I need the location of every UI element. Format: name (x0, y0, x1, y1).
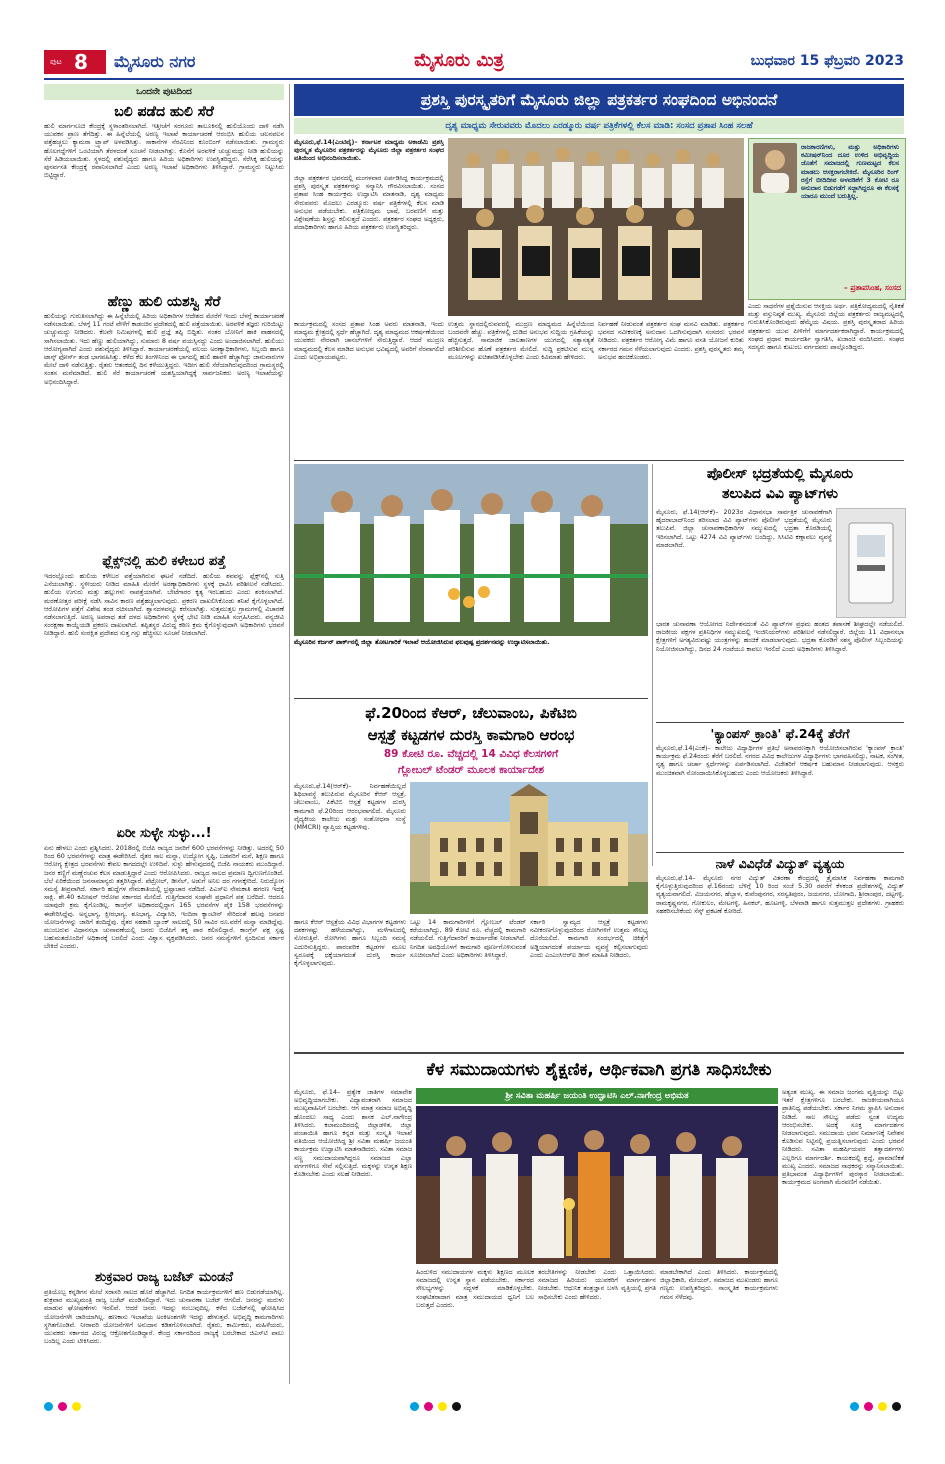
bottom-body-1: ಮೈಸೂರು, ಫೆ.14– ಪ್ರತ್ಯೇಕ ಜಾತಿಗಳ ಸಮಾವೇಶ ಅಭಿವೃದ್ಧಿಯಾಗಬೇಕು. ವಿದ್ಯಾವಂತರಾಗಿ ಸಮಾಜದ ಮುಖ್ಯವಾಹಿನಿಗೆ ಬರಬೇಕು. ಆಗ ಮಾತ್ರ ಸಮಾಜ ಅಭಿವೃದ್ಧಿ ಹೊಂದಲು ಸಾಧ್ಯ ಎಂದು ಶಾಸಕ ಎಲ್.ನಾಗೇಂದ್ರ ತಿಳಿಸಿದರು. ಕಲಾಮಂದಿರದಲ್ಲಿ ಜಿಲ್ಲಾಡಳಿತ, ಜಿಲ್ಲಾ ಪಂಚಾಯಿತಿ ಹಾಗೂ ಕನ್ನಡ ಮತ್ತು ಸಂಸ್ಕೃತಿ ಇಲಾಖೆ ವತಿಯಿಂದ ಆಯೋಜಿಸಿದ್ದ ಶ್ರೀ ಸವಿತಾ ಮಹರ್ಷಿ ಜಯಂತಿ ಕಾರ್ಯಕ್ರಮ ಉದ್ಘಾಟಿಸಿ ಮಾತನಾಡಿದರು. ಸವಿತಾ ಸಮಾಜ ಸಣ್ಣ ಸಮುದಾಯವಾಗಿದ್ದರೂ ಸಮಾಜದ ಎಲ್ಲಾ ವರ್ಗಗಳಿಗೂ ಸೇವೆ ಸಲ್ಲಿಸುತ್ತಿದೆ. ಮಕ್ಕಳನ್ನು ಉನ್ನತ ಶಿಕ್ಷಣ ಕೊಡಿಸಬೇಕು ಎಂದು ಸಲಹೆ ನೀಡಿದರು. (294, 1088, 412, 1179)
inauguration-illustration (294, 464, 648, 636)
quote-text: ರಾಜಕಾರಣಿಗಳು, ಮತ್ತು ಅಧಿಕಾರಿಗಳು ಕಮೀಷನ್‌ನಿಂದ ದೂರ ಉಳಿದ ಅಭಿವೃದ್ಧಿಯ ಜೊತೆಗೆ ಸಮಾಜದಲ್ಲಿ ಗುಣಮಟ್ಟದ ಕೆಲಸ ಮಾಡಲು ಆಸಕ್ತರಾಗಬೇಕಿದೆ. ಮೈಸೂರಿನ ರಿಂಗ್ ರಸ್ತೆಗೆ ಬೀದಿದೀಪ ಅಳವಡಿಕೆಗೆ 3 ಕೋಟಿ ರೂ ಅನುದಾನ ಬಿಡುಗಡೆಗೆ ಸಜ್ಜಾಗಿದ್ದರೂ ಈ ಕೆಲಸಕ್ಕೆ ಯಾರೂ ಮುಂದೆ ಬರುತ್ತಿಲ್ಲ. (801, 143, 899, 201)
police-headline-1: ಪೊಲೀಸ್ ಭದ್ರತೆಯಲ್ಲಿ ಮೈಸೂರು (706, 466, 854, 482)
top-story-subhead: ದೃಶ್ಯ ಮಾಧ್ಯಮ ಸೇರುವವರು ಮೊದಲು ಎರಡ್ಮೂರು ವರ್ಷ ಪತ್ರಿಕೆಗಳಲ್ಲಿ ಕೆಲಸ ಮಾಡಿ: ಸಂಸದ ಪ್ರತಾಪ ಸಿಂಹ ಸಲಹೆ (445, 121, 753, 131)
left-body-1: ಹುಲಿ ಮಾರ್ಗಸೂಚಿ ಕೇಂದ್ರಕ್ಕೆ ಸ್ಥಳಾಂತರಿಸಲಾಗಿದೆ. ಇತ್ತೀಚೆಗೆ ಸರಗೂರು ತಾಲೂಕಿನಲ್ಲಿ ಹುಲಿಯೊಂದು ದಾಳಿ ನಡೆಸಿ ಯುವಕನ ಪ್ರಾಣ ತೆಗೆದಿತ್ತು. ಈ ಹಿನ್ನೆಲೆಯಲ್ಲಿ ಅರಣ್ಯ ಇಲಾಖೆ ಕಾರ್ಯಾಚರಣೆ ಆರಂಭಿಸಿ ಹುಲಿಯ ಚಲನವಲನ ಪತ್ತೆಹಚ್ಚಲು ಕ್ಯಾಮರಾ ಟ್ರ್ಯಾಪ್ ಅಳವಡಿಸಿತ್ತು. ಸಾಕಾನೆಗಳ ನೆರವಿನಿಂದ ಕೂಂಬಿಂಗ್ ನಡೆಸಲಾಯಿತು. ಗ್ರಾಮಸ್ಥರು ಹೊಲಗದ್ದೆಗಳಿಗೆ ಒಂಟಿಯಾಗಿ ತೆರಳದಂತೆ ಸೂಚನೆ ನೀಡಲಾಗಿತ್ತು. ಕೊನೆಗೆ ಅರವಳಿಕೆ ಚುಚ್ಚುಮದ್ದು ನೀಡಿ ಹುಲಿಯನ್ನು ಸೆರೆ ಹಿಡಿಯಲಾಯಿತು. ಸ್ಥಳದಲ್ಲಿ ಪಶುವೈದ್ಯರು ಹಾಗೂ ಹಿರಿಯ ಅಧಿಕಾರಿಗಳು ಉಪಸ್ಥಿತರಿದ್ದರು. ಸೆರೆಸಿಕ್ಕ ಹುಲಿಯನ್ನು ಪುನರ್ವಸತಿ ಕೇಂದ್ರಕ್ಕೆ ರವಾನಿಸಲಾಗಿದೆ ಎಂದು ಅರಣ್ಯ ಇಲಾಖೆ ಅಧಿಕಾರಿಗಳು ತಿಳಿಸಿದ್ದಾರೆ. ಗ್ರಾಮಸ್ಥರು ನಿಟ್ಟುಸಿರು ಬಿಟ್ಟಿದ್ದಾರೆ. (44, 122, 284, 180)
vvpat-photo (836, 508, 906, 618)
page-number: 8 (74, 50, 88, 74)
top-story-body-1: ಜಿಲ್ಲಾ ಪತ್ರಕರ್ತರ ಭವನದಲ್ಲಿ ಮಂಗಳವಾರ ಏರ್ಪಡಿಸಿದ್ದ ಕಾರ್ಯಕ್ರಮದಲ್ಲಿ ಪ್ರಶಸ್ತಿ ಪುರಸ್ಕೃತ ಪತ್ರಕರ್ತರನ್ನು ಸನ್ಮಾನಿಸಿ ಗೌರವಿಸಲಾಯಿತು. ಸಂಸದ ಪ್ರತಾಪ ಸಿಂಹ ಕಾರ್ಯಕ್ರಮ ಉದ್ಘಾಟಿಸಿ ಮಾತನಾಡಿ, ದೃಶ್ಯ ಮಾಧ್ಯಮ ಸೇರುವವರು ಮೊದಲು ಎರಡ್ಮೂರು ವರ್ಷ ಪತ್ರಿಕೆಗಳಲ್ಲಿ ಕೆಲಸ ಮಾಡಿ ಅನುಭವ ಪಡೆಯಬೇಕು. ಪತ್ರಿಕೋದ್ಯಮ ಭಾಷೆ, ಬರವಣಿಗೆ ಮತ್ತು ವಿಶ್ಲೇಷಣೆಯ ಶಿಸ್ತನ್ನು ಕಲಿಸುತ್ತದೆ ಎಂದರು. ಪತ್ರಕರ್ತರ ಸಂಘದ ಅಧ್ಯಕ್ಷರು, ಪದಾಧಿಕಾರಿಗಳು ಹಾಗೂ ಹಿರಿಯ ಪತ್ರಕರ್ತರು ಉಪಸ್ಥಿತರಿದ್ದರು. (294, 174, 444, 232)
header-rule (44, 78, 904, 80)
power-top-rule (656, 852, 904, 853)
flower-show-photo (294, 464, 648, 636)
page-number-badge (44, 50, 106, 74)
power-body: ಮೈಸೂರು,ಫೆ.14– ಮೈಸೂರು ನಗರ ವಿದ್ಯುತ್ ವಿತರಣಾ ಕೇಂದ್ರದಲ್ಲಿ ತ್ರೈಮಾಸಿಕ ನಿರ್ವಹಣಾ ಕಾಮಗಾರಿ ಕೈಗೊಳ್ಳುತ್ತಿರುವುದರಿಂದ ಫೆ.16ರಂದು ಬೆಳಿಗ್ಗೆ 10 ರಿಂದ ಸಂಜೆ 5.30 ರವರೆಗೆ ಕೆಳಕಂಡ ಪ್ರದೇಶಗಳಲ್ಲಿ ವಿದ್ಯುತ್ ವ್ಯತ್ಯಯವಾಗಲಿದೆ. ವಿಜಯನಗರ, ಹೆಬ್ಬಾಳ, ಕುವೆಂಪುನಗರ, ಸರಸ್ವತಿಪುರಂ, ಜಯನಗರ, ಬೋಗಾದಿ, ಶ್ರೀರಾಂಪುರ, ದಟ್ಟಗಳ್ಳಿ, ರಾಮಕೃಷ್ಣನಗರ, ಗೋಕುಲಂ, ಮೇಟಗಳ್ಳಿ, ಹಿನಕಲ್, ಹೂಟಗಳ್ಳಿ, ಬೆಳವಾಡಿ ಹಾಗೂ ಸುತ್ತಮುತ್ತಲ ಪ್ರದೇಶಗಳು. ಗ್ರಾಹಕರು ಸಹಕರಿಸಬೇಕೆಂದು ಸೆಸ್ಕ್ ಪ್ರಕಟಣೆ ಕೋರಿದೆ. (656, 874, 904, 915)
top-story-bottom-rule (294, 460, 904, 461)
left-body-4: ಏನು ಹೇಳಲು ಎಂದು ಪ್ರಶ್ನಿಸಿದರು. 2018ರಲ್ಲಿ ಬಿಜೆಪಿ ರಾಜ್ಯದ ಜನರಿಗೆ 600 ಭರವಸೆಗಳನ್ನು ನೀಡಿತ್ತು. ಅದರಲ್ಲಿ 50 ರಿಂದ 60 ಭರವಸೆಗಳನ್ನು ಮಾತ್ರ ಈಡೇರಿಸಿದೆ. ರೈತರ ಸಾಲ ಮನ್ನಾ, ಉದ್ಯೋಗ ಸೃಷ್ಟಿ, ಬಡವರಿಗೆ ಮನೆ, ಶಿಕ್ಷಣ ಹಾಗೂ ಆರೋಗ್ಯ ಕ್ಷೇತ್ರದ ಭರವಸೆಗಳು ಕೇವಲ ಕಾಗದದಲ್ಲೇ ಉಳಿದಿವೆ. ಸುಳ್ಳು ಹೇಳುವುದರಲ್ಲಿ ಬಿಜೆಪಿ ನಾಯಕರು ಮುಂದಿದ್ದಾರೆ. ಜನರ ಕಣ್ಣಿಗೆ ಮಣ್ಣೆರಚುವ ಕೆಲಸ ಮಾಡುತ್ತಿದ್ದಾರೆ ಎಂದು ಆರೋಪಿಸಿದರು. ರಾಜ್ಯದ ಸಾಲದ ಪ್ರಮಾಣ ದ್ವಿಗುಣಗೊಂಡಿದೆ. ಬೆಲೆ ಏರಿಕೆಯಿಂದ ಜನಸಾಮಾನ್ಯರು ತತ್ತರಿಸಿದ್ದಾರೆ. ಪೆಟ್ರೋಲ್, ಡೀಸೆಲ್, ಅಡುಗೆ ಅನಿಲ ದರ ಗಗನಕ್ಕೇರಿದೆ. ನಿರುದ್ಯೋಗ ಸಮಸ್ಯೆ ತೀವ್ರವಾಗಿದೆ. ಸರ್ಕಾರಿ ಹುದ್ದೆಗಳ ನೇಮಕಾತಿಯಲ್ಲಿ ಭ್ರಷ್ಟಾಚಾರ ನಡೆದಿದೆ. ಪಿಎಸ್‌ಐ ನೇಮಕಾತಿ ಹಗರಣ ಇದಕ್ಕೆ ಸಾಕ್ಷಿ. ಶೇ.40 ಕಮೀಷನ್ ಆರೋಪ ಸರ್ಕಾರದ ಮೇಲಿದೆ. ಗುತ್ತಿಗೆದಾರರ ಸಂಘವೇ ಪ್ರಧಾನಿಗೆ ಪತ್ರ ಬರೆದಿದೆ. ಆದರೂ ಯಾವುದೇ ಕ್ರಮ ಕೈಗೊಂಡಿಲ್ಲ. ಕಾಂಗ್ರೆಸ್ ಅಧಿಕಾರದಲ್ಲಿದ್ದಾಗ 165 ಭರವಸೆಗಳ ಪೈಕಿ 158 ಭರವಸೆಗಳನ್ನು ಈಡೇರಿಸಿದ್ದೆವು. ಅನ್ನಭಾಗ್ಯ, ಕ್ಷೀರಭಾಗ್ಯ, ಶೂಭಾಗ್ಯ, ವಿದ್ಯಾಸಿರಿ, ಇಂದಿರಾ ಕ್ಯಾಂಟೀನ್ ಸೇರಿದಂತೆ ಹಲವು ಜನಪರ ಯೋಜನೆಗಳನ್ನು ಜಾರಿಗೆ ತಂದಿದ್ದೆವು. ರೈತರ ಸಹಕಾರಿ ಬ್ಯಾಂಕ್ ಸಾಲದಲ್ಲಿ 50 ಸಾವಿರ ರೂ.ವರೆಗೆ ಮನ್ನಾ ಮಾಡಿದ್ದೆವು. ಮುಂಬರುವ ವಿಧಾನಸಭಾ ಚುನಾವಣೆಯಲ್ಲಿ ಜನರು ಬಿಜೆಪಿಗೆ ತಕ್ಕ ಪಾಠ ಕಲಿಸಲಿದ್ದಾರೆ. ಕಾಂಗ್ರೆಸ್ ಪಕ್ಷ ಸ್ಪಷ್ಟ ಬಹುಮತದೊಂದಿಗೆ ಅಧಿಕಾರಕ್ಕೆ ಬರಲಿದೆ ಎಂದು ವಿಶ್ವಾಸ ವ್ಯಕ್ತಪಡಿಸಿದರು. ಜನರ ಸಮಸ್ಯೆಗಳಿಗೆ ಸ್ಪಂದಿಸುವ ಸರ್ಕಾರ ಬೇಕಿದೆ ಎಂದರು. (44, 844, 284, 951)
hospital-subhead-1: 89 ಕೋಟಿ ರೂ. ವೆಚ್ಚದಲ್ಲಿ 14 ವಿವಿಧ ಕೆಲಸಗಳಿಗೆ (383, 748, 559, 760)
registration-mark-cyan (410, 1402, 419, 1411)
vvpat-machine-icon (837, 509, 905, 617)
bottom-story-subhead-bar (416, 1088, 778, 1104)
top-story-headline: ಪ್ರಶಸ್ತಿ ಪುರಸ್ಕೃತರಿಗೆ ಮೈಸೂರು ಜಿಲ್ಲಾ ಪತ್ರಕರ್ತರ ಸಂಘದಿಂದ ಅಭಿನಂದನೆ (420, 91, 778, 109)
top-story-headline-bar (294, 84, 904, 116)
flower-show-caption: ಮೈಸೂರಿನ ಕರ್ಜನ್ ಪಾರ್ಕ್‌ನಲ್ಲಿ ಜಿಲ್ಲಾ ತೋಟಗಾರಿಕೆ ಇಲಾಖೆ ಆಯೋಜಿಸಿರುವ ಫಲಪುಷ್ಪ ಪ್ರದರ್ಶನವನ್ನು ಉದ್ಘಾಟಿಸಲಾಯಿತು. (294, 638, 550, 646)
left-headline-1: ಬಲಿ ಪಡೆದ ಹುಲಿ ಸೆರೆ (114, 104, 214, 120)
hospital-body-3: ಒಟ್ಟು 14 ಕಾಮಗಾರಿಗಳಿಗೆ ಗ್ಲೋಬಲ್ ಟೆಂಡರ್ ಕರೆಯಲಾಗಿದ್ದು, 89 ಕೋಟಿ ರೂ. ವೆಚ್ಚದಲ್ಲಿ ಕಾಮಗಾರಿ ನಡೆಯಲಿದೆ. ಗುತ್ತಿಗೆದಾರರಿಗೆ ಕಾರ್ಯಾದೇಶ ನೀಡಲಾಗಿದೆ. ನಿಗದಿತ ಅವಧಿಯೊಳಗೆ ಕಾಮಗಾರಿ ಪೂರ್ಣಗೊಳಿಸುವಂತೆ ಸೂಚಿಸಲಾಗಿದೆ ಎಂದು ಅಧಿಕಾರಿಗಳು ತಿಳಿಸಿದ್ದಾರೆ. (410, 918, 526, 959)
bottom-body-4: ಮಾಡಬೇಕಾಗಿದೆ ಎಂದು ತಿಳಿಸಿದರು. ಕಾರ್ಯಕ್ರಮದಲ್ಲಿ ಜಿಲ್ಲಾಧಿಕಾರಿ, ಮೇಯರ್, ಸಮಾಜದ ಮುಖಂಡರು ಹಾಗೂ ಗಣ್ಯರು ಉಪಸ್ಥಿತರಿದ್ದರು. ಸಾಂಸ್ಕೃತಿಕ ಕಾರ್ಯಕ್ರಮಗಳು ಗಮನ ಸೆಳೆದವು. (660, 1268, 778, 1301)
police-body-2: ಭಾರತ ಚುನಾವಣಾ ಆಯೋಗದ ನಿರ್ದೇಶನದಂತೆ ವಿವಿ ಪ್ಯಾಟ್‌ಗಳ ಪ್ರಥಮ ಹಂತದ ತಪಾಸಣೆ ಶೀಘ್ರದಲ್ಲೇ ನಡೆಯಲಿದೆ. ರಾಜಕೀಯ ಪಕ್ಷಗಳ ಪ್ರತಿನಿಧಿಗಳ ಸಮ್ಮುಖದಲ್ಲಿ ಇಂಜಿನಿಯರ್‌ಗಳು ಪರಿಶೀಲನೆ ನಡೆಸಲಿದ್ದಾರೆ. ಜಿಲ್ಲೆಯ 11 ವಿಧಾನಸಭಾ ಕ್ಷೇತ್ರಗಳಿಗೆ ಅಗತ್ಯವಿರುವಷ್ಟು ಯಂತ್ರಗಳನ್ನು ಹಂಚಿಕೆ ಮಾಡಲಾಗುವುದು. ಭದ್ರತಾ ಕೊಠಡಿಗೆ ಸಶಸ್ತ್ರ ಪೊಲೀಸ್ ಸಿಬ್ಬಂದಿಯನ್ನು ನಿಯೋಜಿಸಲಾಗಿದ್ದು, ದಿನದ 24 ಗಂಟೆಯೂ ಕಾವಲು ಇರಲಿದೆ ಎಂದು ಅಧಿಕಾರಿಗಳು ತಿಳಿಸಿದ್ದಾರೆ. (656, 620, 904, 653)
continued-banner: ಒಂದನೇ ಪುಟದಿಂದ (44, 84, 284, 100)
left-body-5: ಪ್ರತಿಯೊಬ್ಬ ಕನ್ನಡಿಗನ ಮೇಲೆ ಸರಾಸರಿ ಸಾಲದ ಹೊರೆ ಹೆಚ್ಚಾಗಿದೆ. ನಿಗದಿತ ಕಾರ್ಯಕ್ರಮಗಳಿಗೆ ಹಣ ಬಿಡುಗಡೆಯಾಗಿಲ್ಲ. ಶುಕ್ರವಾರ ಮುಖ್ಯಮಂತ್ರಿ ರಾಜ್ಯ ಬಜೆಟ್ ಮಂಡಿಸಲಿದ್ದಾರೆ. ಇದು ಚುನಾವಣಾ ಬಜೆಟ್ ಆಗಲಿದೆ. ಜನರನ್ನು ಮರುಳು ಮಾಡುವ ಘೋಷಣೆಗಳು ಇರಲಿವೆ. ಆದರೆ ಜನರು ಇದನ್ನು ನಂಬುವುದಿಲ್ಲ. ಕಳೆದ ಬಜೆಟ್‌ನಲ್ಲಿ ಘೋಷಿಸಿದ ಯೋಜನೆಗಳೇ ಜಾರಿಯಾಗಿಲ್ಲ. ಹಣಕಾಸು ಇಲಾಖೆಯ ಅಂಕಿಅಂಶಗಳೇ ಇದನ್ನು ಹೇಳುತ್ತವೆ. ಅಭಿವೃದ್ಧಿ ಕಾಮಗಾರಿಗಳು ಸ್ಥಗಿತಗೊಂಡಿವೆ. ನೀರಾವರಿ ಯೋಜನೆಗಳಿಗೆ ಅನುದಾನ ಕಡಿತಗೊಳಿಸಲಾಗಿದೆ. ರೈತರು, ಕಾರ್ಮಿಕರು, ಮಹಿಳೆಯರು, ಯುವಕರು ಸರ್ಕಾರದ ವಿರುದ್ಧ ಆಕ್ರೋಶಗೊಂಡಿದ್ದಾರೆ. ಕೇಂದ್ರ ಸರ್ಕಾರದಿಂದ ರಾಜ್ಯಕ್ಕೆ ಬರಬೇಕಾದ ಜಿಎಸ್‌ಟಿ ಪಾಲು ಬಂದಿಲ್ಲ ಎಂದು ಟೀಕಿಸಿದರು. (44, 1288, 284, 1346)
registration-mark-yellow-2 (878, 1402, 887, 1411)
bottom-body-3: ತರಬೇತಿಗಳನ್ನು ನೀಡಬೇಕು ಎಂದು ಒತ್ತಾಯಿಸಿದರು. ಸಮಾಜದ ಹಿರಿಯರು ಯುವಕರಿಗೆ ಮಾರ್ಗದರ್ಶನ ನೀಡಬೇಕು. ಆಧುನಿಕ ತಂತ್ರಜ್ಞಾನ ಬಳಸಿ ವೃತ್ತಿಯಲ್ಲಿ ಪ್ರಗತಿ ಸಾಧಿಸಬೇಕು ಎಂದು ಹೇಳಿದರು. (538, 1268, 656, 1301)
page-label: ಪುಟ (50, 57, 62, 66)
registration-mark-yellow-3 (72, 1402, 81, 1411)
top-story-body-4: ಕಾರ್ಯಕ್ರಮದಲ್ಲಿ ಸಂಸದ ಪ್ರತಾಪ ಸಿಂಹ ಅವರು ಮಾತನಾಡಿ, ಇಂದು ಮಾಧ್ಯಮ ಕ್ಷೇತ್ರದಲ್ಲಿ ಸ್ಪರ್ಧೆ ಹೆಚ್ಚಾಗಿದೆ. ದೃಶ್ಯ ಮಾಧ್ಯಮದ ಆಕರ್ಷಣೆಯಿಂದ ಯುವಕರು ನೇರವಾಗಿ ಚಾನಲ್‌ಗಳಿಗೆ ಸೇರುತ್ತಿದ್ದಾರೆ. ಆದರೆ ಮುದ್ರಣ ಮಾಧ್ಯಮದಲ್ಲಿ ಕೆಲಸ ಮಾಡಿದ ಅನುಭವ ಭವಿಷ್ಯದಲ್ಲಿ ಅವರಿಗೆ ನೆರವಾಗಲಿದೆ ಎಂದು ಅಭಿಪ್ರಾಯಪಟ್ಟರು. (294, 320, 444, 361)
top-story-body-right: ಎಂದು ಸಾಧನೆಗಳ ಪ್ರಶ್ನೆಯಿಸುವ ಆಸಕ್ತಿಯ ಅರ್ಥ. ಪತ್ರಿಕೋದ್ಯಮದಲ್ಲಿ ನೈತಿಕತೆ ಮತ್ತು ವಸ್ತುನಿಷ್ಠತೆ ಮುಖ್ಯ. ಮೈಸೂರು ಜಿಲ್ಲೆಯ ಪತ್ರಕರ್ತರು ರಾಜ್ಯಮಟ್ಟದಲ್ಲಿ ಗುರುತಿಸಿಕೊಂಡಿರುವುದು ಹೆಮ್ಮೆಯ ವಿಷಯ. ಪ್ರಶಸ್ತಿ ಪುರಸ್ಕೃತರಾದ ಹಿರಿಯ ಪತ್ರಕರ್ತರು ಯುವ ಪೀಳಿಗೆಗೆ ಮಾರ್ಗದರ್ಶಕರಾಗಿದ್ದಾರೆ. ಕಾರ್ಯಕ್ರಮದಲ್ಲಿ ಸಂಘದ ಪ್ರಧಾನ ಕಾರ್ಯದರ್ಶಿ ಸ್ವಾಗತಿಸಿ, ಖಜಾಂಚಿ ವಂದಿಸಿದರು. ಸಂಘದ ಸದಸ್ಯರು ಹಾಗೂ ಕುಟುಂಬ ವರ್ಗದವರು ಪಾಲ್ಗೊಂಡಿದ್ದರು. (748, 302, 904, 352)
registration-mark-black-2 (892, 1402, 901, 1411)
hospital-headline-1: ಫೆ.20ರಿಂದ ಕೆಆರ್, ಚೆಲುವಾಂಬ, ಪಿಕೆಟಿಬಿ (365, 704, 577, 722)
left-headline-4: ಏರೀ ಸುಳ್ಳೇ ಸುಳ್ಳು...! (116, 826, 212, 841)
campus-headline: 'ಕ್ಯಾಂಪಸ್ ಕ್ರಾಂತಿ' ಫೆ.24ಕ್ಕೆ ತೆರೆಗೆ (710, 726, 850, 741)
campus-top-rule (656, 722, 904, 723)
registration-mark-magenta-2 (864, 1402, 873, 1411)
top-story-dateline: ಮೈಸೂರು,ಫೆ.14(ಎಂಟಿವೈ)– ಕರ್ನಾಟಕ ಮಾಧ್ಯಮ ಅಕಾಡೆಮಿ ಪ್ರಶಸ್ತಿ ಪುರಸ್ಕೃತ ಮೈಸೂರಿನ ಪತ್ರಕರ್ತರನ್ನು ಮೈಸೂರು ಜಿಲ್ಲಾ ಪತ್ರಕರ್ತರ ಸಂಘದ ವತಿಯಿಂದ ಅಭಿನಂದಿಸಲಾಯಿತು. (294, 138, 444, 163)
registration-mark-magenta-3 (58, 1402, 67, 1411)
section-title: ಮೈಸೂರು ನಗರ (114, 52, 196, 71)
left-body-2: ಹುಲಿಯನ್ನು ಗುರುತಿಸಲಾಗಿದ್ದು ಈ ಹಿನ್ನೆಲೆಯಲ್ಲಿ ಹಿರಿಯ ಅಧಿಕಾರಿಗಳ ಆದೇಶದ ಮೇರೆಗೆ ಇಂದು ಬೆಳಗ್ಗೆ ಕಾರ್ಯಾಚರಣೆ ನಡೆಸಲಾಯಿತು. ಬೆಳಗ್ಗೆ 11 ಗಂಟೆ ವೇಳೆಗೆ ಕಾಡಂಚಿನ ಪ್ರದೇಶದಲ್ಲಿ ಹುಲಿ ಪತ್ತೆಯಾಯಿತು. ಅರವಳಿಕೆ ತಜ್ಞರು ಗುರಿಯಿಟ್ಟು ಚುಚ್ಚುಮದ್ದು ನೀಡಿದರು. ಕೆಲವೇ ನಿಮಿಷಗಳಲ್ಲಿ ಹುಲಿ ಪ್ರಜ್ಞೆ ತಪ್ಪಿ ಬಿದ್ದಿತು. ನಂತರ ಬೋನಿಗೆ ಹಾಕಿ ವಾಹನದಲ್ಲಿ ಸಾಗಿಸಲಾಯಿತು. ಇದು ಹೆಣ್ಣು ಹುಲಿಯಾಗಿದ್ದು, ಸುಮಾರು 8 ವರ್ಷ ವಯಸ್ಸಿನದ್ದು ಎಂದು ಅಂದಾಜಿಸಲಾಗಿದೆ. ಹುಲಿಯು ಆರೋಗ್ಯವಾಗಿದೆ ಎಂದು ಪಶುವೈದ್ಯರು ತಿಳಿಸಿದ್ದಾರೆ. ಕಾರ್ಯಾಚರಣೆಯಲ್ಲಿ ವಲಯ ಅರಣ್ಯಾಧಿಕಾರಿಗಳು, ಸಿಬ್ಬಂದಿ ಹಾಗೂ ಟಾಸ್ಕ್ ಫೋರ್ಸ್ ತಂಡ ಭಾಗವಹಿಸಿತ್ತು. ಕಳೆದ ಕೆಲ ತಿಂಗಳಿನಿಂದ ಈ ಭಾಗದಲ್ಲಿ ಹುಲಿ ಹಾವಳಿ ಹೆಚ್ಚಾಗಿದ್ದು ಜಾನುವಾರುಗಳ ಮೇಲೆ ದಾಳಿ ನಡೆಸುತ್ತಿತ್ತು. ರೈತರು ಆತಂಕದಲ್ಲಿ ದಿನ ಕಳೆಯುತ್ತಿದ್ದರು. ಇದೀಗ ಹುಲಿ ಸೆರೆಯಾಗಿರುವುದರಿಂದ ಗ್ರಾಮಸ್ಥರಲ್ಲಿ ಸಂತಸ ಮನೆಮಾಡಿದೆ. ಹುಲಿ ಸೆರೆ ಕಾರ್ಯಾಚರಣೆ ಯಶಸ್ವಿಯಾಗಿದ್ದಕ್ಕೆ ಸಾರ್ವಜನಿಕರು ಅರಣ್ಯ ಇಲಾಖೆಯನ್ನು ಅಭಿನಂದಿಸಿದ್ದಾರೆ. (44, 312, 284, 386)
bottom-story-top-rule (294, 1052, 904, 1054)
top-story-body-2: ಉತ್ತಮ ಸ್ಥಾನದಲ್ಲಿರುವವರಲ್ಲಿ ಮುದ್ರಣ ಮಾಧ್ಯಮದ ಹಿನ್ನೆಲೆಯಿಂದ ಬಂದವರೇ ಹೆಚ್ಚು. ಪತ್ರಿಕೆಗಳಲ್ಲಿ ದುಡಿದ ಅನುಭವ ಸುದ್ದಿಯ ಗ್ರಹಿಕೆಯನ್ನು ಹೆಚ್ಚಿಸುತ್ತದೆ. ಸಾಮಾಜಿಕ ಜಾಲತಾಣಗಳ ಯುಗದಲ್ಲಿ ಸತ್ಯಾಸತ್ಯತೆ ಪರಿಶೀಲಿಸುವ ಹೊಣೆ ಪತ್ರಕರ್ತರ ಮೇಲಿದೆ. ಸುದ್ದಿ ಪ್ರಕಟಿಸುವ ಮುನ್ನ ಮೂಲಗಳನ್ನು ಖಚಿತಪಡಿಸಿಕೊಳ್ಳಬೇಕು ಎಂದು ಕಿವಿಮಾತು ಹೇಳಿದರು. (448, 320, 594, 361)
bottom-body-5: ಅತ್ಯಂತ ಮುಖ್ಯ. ಈ ಸಮಾಜ ಜಂಗಮ ವೃತ್ತಿಯನ್ನು ಬಿಟ್ಟು ಇತರೆ ಕ್ಷೇತ್ರಗಳಿಗೂ ಬರಬೇಕು. ರಾಜಕೀಯವಾಗಿಯೂ ಪ್ರಾತಿನಿಧ್ಯ ಪಡೆಯಬೇಕು. ಸರ್ಕಾರ ನಿಗಮ ಸ್ಥಾಪಿಸಿ ಅನುದಾನ ನೀಡಿದೆ. ಸಾಲ ಸೌಲಭ್ಯ ಪಡೆದು ಸ್ವಂತ ಉದ್ಯಮ ಆರಂಭಿಸಬೇಕು. ಅದಕ್ಕೆ ಸೂಕ್ತ ಮಾರ್ಗದರ್ಶನ ನೀಡಲಾಗುವುದು. ಸಮುದಾಯ ಭವನ ನಿರ್ಮಾಣಕ್ಕೆ ನಿವೇಶನ ಕೊಡಿಸುವ ನಿಟ್ಟಿನಲ್ಲಿ ಪ್ರಯತ್ನಿಸಲಾಗುವುದು ಎಂದು ಭರವಸೆ ನೀಡಿದರು. ಸವಿತಾ ಮಹರ್ಷಿಯವರ ತತ್ವಾದರ್ಶಗಳು ಎಲ್ಲರಿಗೂ ಮಾರ್ಗದರ್ಶಿ. ಕಾಯಕದಲ್ಲಿ ಶ್ರದ್ಧೆ, ಪ್ರಾಮಾಣಿಕತೆ ಮುಖ್ಯ ಎಂದರು. ಸಮಾಜದ ಸಾಧಕರನ್ನು ಸನ್ಮಾನಿಸಲಾಯಿತು. ಪ್ರತಿಭಾವಂತ ವಿದ್ಯಾರ್ಥಿಗಳಿಗೆ ಪುರಸ್ಕಾರ ನೀಡಲಾಯಿತು. ಕಾರ್ಯಕ್ರಮದ ಅಂಗವಾಗಿ ಮೆರವಣಿಗೆ ನಡೆಯಿತು. (782, 1088, 904, 1187)
lamp-lighting-illustration (416, 1106, 778, 1264)
bottom-story-subhead: ಶ್ರೀ ಸವಿತಾ ಮಹರ್ಷಿ ಜಯಂತಿ ಉದ್ಘಾಟಿಸಿ ಎಲ್.ನಾಗೇಂದ್ರ ಅಭಿಮತ (505, 1091, 689, 1101)
issue-date: ಬುಧವಾರ 15 ಫೆಬ್ರವರಿ 2023 (750, 53, 904, 69)
quote-mp-photo (753, 143, 797, 193)
page-header (44, 50, 904, 76)
registration-mark-black (452, 1402, 461, 1411)
column-divider-mid (652, 464, 653, 866)
registration-mark-cyan-3 (44, 1402, 53, 1411)
hospital-top-rule (294, 698, 648, 699)
left-column (44, 84, 284, 1384)
savitha-jayanthi-photo (416, 1106, 778, 1264)
award-ceremony-illustration (448, 138, 744, 316)
hospital-subhead-2: ಗ್ಲೋಬಲ್ ಟೆಂಡರ್ ಮೂಲಕ ಕಾರ್ಯಾದೇಶ (398, 764, 544, 776)
left-headline-2: ಹೆಣ್ಣು ಹುಲಿ ಯಶಸ್ವಿ ಸೆರೆ (107, 294, 221, 310)
quote-box (748, 138, 906, 300)
power-headline: ನಾಳೆ ವಿವಿಧೆಡೆ ವಿದ್ಯುತ್ ವ್ಯತ್ಯಯ (715, 856, 845, 871)
heritage-building-illustration (410, 782, 648, 914)
hospital-body-2: ಹಾಗೂ ಕೆಆರ್ ಆಸ್ಪತ್ರೆಯ ವಿವಿಧ ವಿಭಾಗಗಳ ಕಟ್ಟಡಗಳು ದಶಕಗಳಷ್ಟು ಹಳೆಯದಾಗಿದ್ದು, ಮಳೆಗಾಲದಲ್ಲಿ ಸೋರುತ್ತಿವೆ. ರೋಗಿಗಳು ಹಾಗೂ ಸಿಬ್ಬಂದಿ ಸಮಸ್ಯೆ ಎದುರಿಸುತ್ತಿದ್ದರು. ಪಾರಂಪರಿಕ ಕಟ್ಟಡಗಳ ಮೂಲ ಸ್ವರೂಪಕ್ಕೆ ಧಕ್ಕೆಯಾಗದಂತೆ ದುರಸ್ತಿ ಕಾರ್ಯ ಕೈಗೊಳ್ಳಲಾಗುವುದು. (294, 918, 406, 968)
left-body-3: ಇದರಲ್ಲೊಂದು ಹುಲಿಯ ಕಳೇಬರ ಪತ್ತೆಯಾಗಿರುವ ಘಟನೆ ನಡೆದಿದೆ. ಹುಲಿಯ ಶವವನ್ನು ಫ್ಲೆಕ್ಸ್‌ನಲ್ಲಿ ಸುತ್ತಿ ಎಸೆಯಲಾಗಿತ್ತು. ಸ್ಥಳೀಯರು ನೀಡಿದ ಮಾಹಿತಿ ಮೇರೆಗೆ ಅರಣ್ಯಾಧಿಕಾರಿಗಳು ಸ್ಥಳಕ್ಕೆ ಧಾವಿಸಿ ಪರಿಶೀಲನೆ ನಡೆಸಿದರು. ಹುಲಿಯ ಉಗುರು ಮತ್ತು ಹಲ್ಲುಗಳು ನಾಪತ್ತೆಯಾಗಿವೆ. ಬೇಟೆಗಾರರ ಕೃತ್ಯ ಇರಬಹುದು ಎಂದು ಶಂಕಿಸಲಾಗಿದೆ. ಮರಣೋತ್ತರ ಪರೀಕ್ಷೆ ನಡೆಸಿ ಸಾವಿನ ಕಾರಣ ಪತ್ತೆಹಚ್ಚಲಾಗುವುದು. ಪ್ರಕರಣ ದಾಖಲಿಸಿಕೊಂಡು ತನಿಖೆ ಕೈಗೊಳ್ಳಲಾಗಿದೆ. ಆರೋಪಿಗಳ ಪತ್ತೆಗೆ ವಿಶೇಷ ತಂಡ ರಚಿಸಲಾಗಿದೆ. ಶ್ವಾನದಳವನ್ನೂ ಕರೆಸಲಾಗಿತ್ತು. ಸುತ್ತಮುತ್ತಲ ಗ್ರಾಮಗಳಲ್ಲಿ ವಿಚಾರಣೆ ನಡೆಸಲಾಗುತ್ತಿದೆ. ಅರಣ್ಯ ಅಪರಾಧ ತಡೆ ದಳದ ಅಧಿಕಾರಿಗಳು ಸ್ಥಳಕ್ಕೆ ಭೇಟಿ ನೀಡಿ ಮಾಹಿತಿ ಸಂಗ್ರಹಿಸಿದರು. ವನ್ಯಜೀವಿ ಸಂರಕ್ಷಣಾ ಕಾಯ್ದೆಯಡಿ ಪ್ರಕರಣ ದಾಖಲಾಗಿದೆ. ತಪ್ಪಿತಸ್ಥರ ವಿರುದ್ಧ ಕಠಿಣ ಕ್ರಮ ಕೈಗೊಳ್ಳುವುದಾಗಿ ಅಧಿಕಾರಿಗಳು ಭರವಸೆ ನೀಡಿದ್ದಾರೆ. ಹುಲಿ ಸಂರಕ್ಷಿತ ಪ್ರದೇಶದ ಸುತ್ತ ಗಸ್ತು ಹೆಚ್ಚಿಸಲು ಸೂಚನೆ ನೀಡಲಾಗಿದೆ. (44, 572, 284, 638)
campus-body: ಮೈಸೂರು,ಫೆ.14(ಎಂಕೆ)– ಕಾಲೇಜು ವಿದ್ಯಾರ್ಥಿಗಳ ಪ್ರತಿಭೆ ಅನಾವರಣಕ್ಕಾಗಿ ಆಯೋಜಿಸಲಾಗಿರುವ 'ಕ್ಯಾಂಪಸ್ ಕ್ರಾಂತಿ' ಕಾರ್ಯಕ್ರಮ ಫೆ.24ರಂದು ತೆರೆಗೆ ಬರಲಿದೆ. ನಗರದ ವಿವಿಧ ಕಾಲೇಜುಗಳ ವಿದ್ಯಾರ್ಥಿಗಳು ಭಾಗವಹಿಸಲಿದ್ದು, ನಾಟಕ, ಸಂಗೀತ, ನೃತ್ಯ ಹಾಗೂ ಚರ್ಚಾ ಸ್ಪರ್ಧೆಗಳನ್ನು ಏರ್ಪಡಿಸಲಾಗಿದೆ. ವಿಜೇತರಿಗೆ ಆಕರ್ಷಕ ಬಹುಮಾನ ನೀಡಲಾಗುವುದು. ಆಸಕ್ತರು ಮುಂಚಿತವಾಗಿ ನೋಂದಾಯಿಸಿಕೊಳ್ಳಬಹುದು ಎಂದು ಆಯೋಜಕರು ತಿಳಿಸಿದ್ದಾರೆ. (656, 744, 904, 777)
bottom-body-2: ಹಿಂದುಳಿದ ಸಮುದಾಯಗಳ ಮಕ್ಕಳು ಶಿಕ್ಷಣದ ಮೂಲಕ ಸಮಾಜದಲ್ಲಿ ಉನ್ನತ ಸ್ಥಾನ ಪಡೆಯಬೇಕು. ಸರ್ಕಾರದ ಸೌಲಭ್ಯಗಳನ್ನು ಸದ್ಬಳಕೆ ಮಾಡಿಕೊಳ್ಳಬೇಕು. ಸಂಘಟಿತರಾದಾಗ ಮಾತ್ರ ಸಮುದಾಯದ ಧ್ವನಿಗೆ ಬಲ ಬರುತ್ತದೆ ಎಂದರು. (416, 1268, 534, 1309)
column-divider-left (289, 84, 290, 1384)
hospital-building-photo (410, 782, 648, 914)
police-body-1: ಮೈಸೂರು, ಫೆ.14(ಆರ್‌ಕೆ)– 2023ರ ವಿಧಾನಸಭಾ ಸಾರ್ವತ್ರಿಕ ಚುನಾವಣೆಗಾಗಿ ಹೈದರಾಬಾದ್‌ನಿಂದ ತರಿಸಲಾದ ವಿವಿ ಪ್ಯಾಟ್‌ಗಳು ಪೊಲೀಸ್ ಭದ್ರತೆಯಲ್ಲಿ ಮೈಸೂರು ತಲುಪಿವೆ. ಜಿಲ್ಲಾ ಚುನಾವಣಾಧಿಕಾರಿಗಳ ಸಮ್ಮುಖದಲ್ಲಿ ಭದ್ರತಾ ಕೊಠಡಿಯಲ್ಲಿ ಇರಿಸಲಾಗಿದೆ. ಒಟ್ಟು 4274 ವಿವಿ ಪ್ಯಾಟ್‌ಗಳು ಬಂದಿದ್ದು, ಸಿಸಿಟಿವಿ ಕಣ್ಗಾವಲು ವ್ಯವಸ್ಥೆ ಮಾಡಲಾಗಿದೆ. (656, 508, 832, 549)
registration-mark-magenta (424, 1402, 433, 1411)
registration-mark-cyan-2 (850, 1402, 859, 1411)
masthead-logo: ಮೈಸೂರು ಮಿತ್ರ (414, 50, 504, 71)
hospital-headline-2: ಆಸ್ಪತ್ರೆ ಕಟ್ಟಡಗಳ ದುರಸ್ತಿ ಕಾಮಗಾರಿ ಆರಂಭ (367, 726, 575, 744)
registration-mark-yellow (438, 1402, 447, 1411)
bottom-story-headline: ಕೆಳ ಸಮುದಾಯಗಳು ಶೈಕ್ಷಣಿಕ, ಆರ್ಥಿಕವಾಗಿ ಪ್ರಗತಿ ಸಾಧಿಸಬೇಕು (426, 1060, 772, 1080)
quote-signature: – ಪ್ರತಾಪಸಿಂಹ, ಸಂಸದ (843, 283, 901, 292)
left-headline-3: ಫ್ಲೆಕ್ಸ್‌ನಲ್ಲಿ ಹುಲಿ ಕಳೇಬರ ಪತ್ತೆ (102, 554, 226, 569)
left-headline-5: ಶುಕ್ರವಾರ ರಾಜ್ಯ ಬಜೆಟ್ ಮಂಡನೆ (95, 1270, 233, 1285)
person-portrait-icon (753, 143, 797, 193)
top-story-body-3: ನಿರ್ವಹಣೆ ನೀಡುವಂತೆ ಪತ್ರಕರ್ತರ ಸಂಘ ಮನವಿ ಮಾಡಿತು. ಪತ್ರಕರ್ತರ ಭವನದ ನವೀಕರಣಕ್ಕೆ ಅನುದಾನ ಒದಗಿಸುವುದಾಗಿ ಸಂಸದರು ಭರವಸೆ ನೀಡಿದರು. ಪತ್ರಕರ್ತರ ಆರೋಗ್ಯ ವಿಮೆ ಹಾಗೂ ವಸತಿ ಯೋಜನೆ ಕುರಿತು ಸರ್ಕಾರದ ಗಮನ ಸೆಳೆಯಲಾಗುವುದು ಎಂದರು. ಪ್ರಶಸ್ತಿ ಪುರಸ್ಕೃತರು ತಮ್ಮ ಅನುಭವ ಹಂಚಿಕೊಂಡರು. (598, 320, 744, 361)
police-headline-2: ತಲುಪಿದ ವಿವಿ ಪ್ಯಾಟ್‌ಗಳು (722, 486, 838, 502)
hospital-body-4: ಸರ್ಕಾರಿ ಸ್ವಾಮ್ಯದ ಆಸ್ಪತ್ರೆ ಕಟ್ಟಡಗಳು ನವೀಕರಣಗೊಳ್ಳುವುದರಿಂದ ರೋಗಿಗಳಿಗೆ ಉತ್ತಮ ಸೌಲಭ್ಯ ದೊರೆಯಲಿದೆ. ಕಾಮಗಾರಿ ಸಂದರ್ಭದಲ್ಲಿ ಚಿಕಿತ್ಸೆಗೆ ಅಡ್ಡಿಯಾಗದಂತೆ ಪರ್ಯಾಯ ವ್ಯವಸ್ಥೆ ಕಲ್ಪಿಸಲಾಗುವುದು ಎಂದು ಎಂಎಂಸಿಆರ್‌ಐ ಡೀನ್ ಮಾಹಿತಿ ನೀಡಿದರು. (530, 918, 648, 959)
top-story-subhead-bar (294, 118, 904, 134)
hospital-body-1: ಮೈಸೂರು,ಫೆ.14(ಆರ್‌ಕೆ)– ನಿರ್ವಹಣೆಯಿಲ್ಲದೆ ಶಿಥಿಲಾವಸ್ಥೆ ತಲುಪಿರುವ ಮೈಸೂರಿನ ಕೆಆರ್ ಆಸ್ಪತ್ರೆ, ಚೆಲುವಾಂಬ, ಪಿಕೆಟಿಬಿ ಆಸ್ಪತ್ರೆ ಕಟ್ಟಡಗಳ ದುರಸ್ತಿ ಕಾಮಗಾರಿ ಫೆ.20ರಿಂದ ಆರಂಭವಾಗಲಿದೆ. ಮೈಸೂರು ವೈದ್ಯಕೀಯ ಕಾಲೇಜು ಮತ್ತು ಸಂಶೋಧನಾ ಸಂಸ್ಥೆ (MMCRI) ವ್ಯಾಪ್ತಿಯ ಕಟ್ಟಡಗಳಿವು. (294, 782, 406, 832)
award-ceremony-photo (448, 138, 744, 316)
